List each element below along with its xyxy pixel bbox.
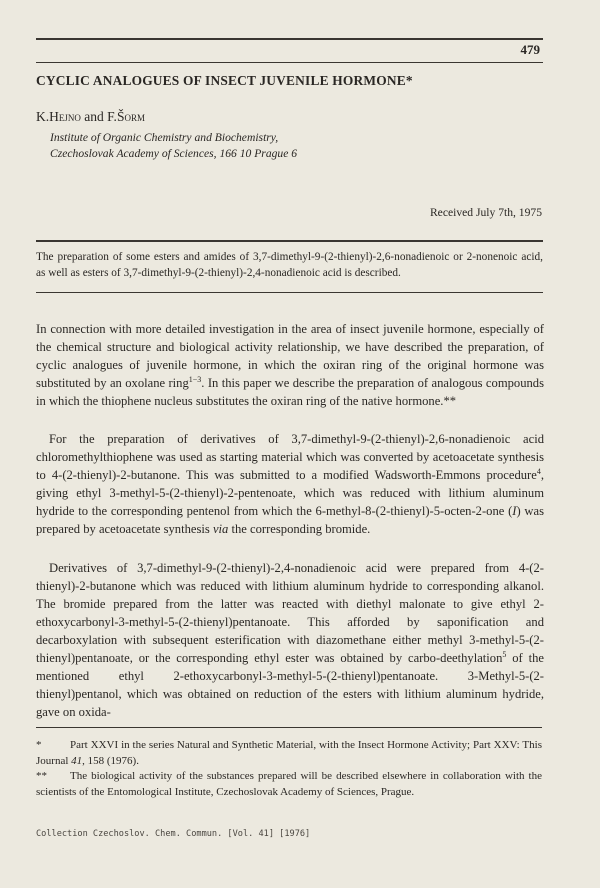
author-and: and: [80, 109, 108, 124]
p1-citation: 1−3: [188, 374, 202, 384]
p3-text-a: Derivatives of 3,7-dimethyl-9-(2-thienyl)-2,4-nonadienoic acid were prepared from 4-(2-thienyl)-2-butanone which was reduced with lithium aluminum hydride to corresponding alkanol. The bromide prepared from the latter was reacted with diethyl malonate to give ethyl 2-ethoxycarbonyl-3-methyl-5-(2-thienyl)pentanoate. This afforded by saponification and decarboxylation with subsequent esterification with diazomethane either methyl 3-methyl-5-(2-thienyl)pentanoate, or the corresponding ethyl ester was obtained by carbo-deethylation: [36, 561, 544, 666]
p2-text-a: For the preparation of derivatives of 3,7-dimethyl-9-(2-thienyl)-2,6-nonadienoic acid chloromethylthiophene was used as starting material which was converted by acetoacetate synthesis to 4-(2-thienyl)-2-butanone. This was submitted to a modified Wadsworth-Emmons procedure: [36, 432, 544, 483]
abstract-rule-bottom: [36, 292, 543, 293]
p1-text-a: In connection with more detailed investigation in the area of insect juvenile hormone, especially of the chemical structure and biological activity relationship, we have described the preparation, of cyclic analogues of juvenile hormone, in which the oxiran ring of the original hormone was substituted by an oxolane ring: [36, 322, 544, 391]
footnote-2: [36, 768, 542, 800]
author1-initial: K.: [36, 109, 50, 124]
p2-text-b: , giving ethyl 3-methyl-5-(2-thienyl)-2-pentenoate, which was reduced with lithium aluminum hydride to the corresponding pentenol from which the 6-methyl-8-(2-thienyl)-5-octen-2-one (: [36, 468, 544, 519]
footnote-1-text-b: , 158 (1976).: [82, 755, 139, 767]
p3-citation: 5: [502, 650, 507, 660]
p2-citation: 4: [536, 466, 541, 476]
affiliation-line1: Institute of Organic Chemistry and Biochemistry,: [50, 131, 279, 144]
body-paragraph-1: [36, 320, 544, 410]
footnote-1-volume: 41: [71, 755, 83, 767]
p2-via: via: [212, 522, 229, 537]
abstract-rule-top: [36, 240, 543, 242]
author1-name: Hejno: [49, 109, 81, 124]
received-date: Received July 7th, 1975: [429, 206, 542, 219]
p2-text-c: ) was prepared by acetoacetate synthesis: [36, 504, 544, 537]
p2-text-d: the corresponding bromide.: [228, 522, 371, 537]
footnote-rule: [36, 727, 542, 728]
p1-text-b: . In this paper we describe the preparation of analogous compounds in which the thiophene nucleus substitutes the oxiran ring of the native hormone.**: [36, 376, 544, 409]
p3-text-b: of the mentioned ethyl 2-ethoxycarbonyl-3-methyl-5-(2-thienyl)pentanoate. 3-Methyl-5-(2-thienyl)pentanol, which was obtained on reduction of the esters with lithium aluminum hydride, gave on oxida-: [36, 651, 544, 720]
authors: [36, 109, 145, 125]
footnote-1-text-a: Part XXVI in the series Natural and Synthetic Material, with the Insect Hormone Activity; Part XXV: This Journal: [36, 739, 542, 767]
body-paragraph-3: [36, 559, 544, 721]
affiliation: [50, 130, 297, 162]
p2-compound-ref: I: [512, 504, 517, 519]
affiliation-line2: Czechoslovak Academy of Sciences, 166 10 Prague 6: [50, 147, 298, 160]
header-rule-bottom: [36, 62, 543, 63]
article-title: CYCLIC ANALOGUES OF INSECT JUVENILE HORMONE*: [36, 73, 413, 88]
author2-name: Šorm: [116, 109, 145, 124]
footnote-1-mark: *: [36, 739, 42, 751]
body-paragraph-2: [36, 430, 544, 538]
journal-footer: Collection Czechoslov. Chem. Commun. [Vol. 41] [1976]: [36, 829, 311, 839]
author2-initial: F.: [107, 109, 117, 124]
footnote-2-text: The biological activity of the substances prepared will be described elsewhere in collaboration with the scientists of the Entomological Institute, Czechoslovak Academy of Sciences, Prague.: [36, 770, 542, 798]
page-number: 479: [520, 42, 540, 57]
header-rule-top: [36, 38, 543, 40]
abstract: The preparation of some esters and amides of 3,7-dimethyl-9-(2-thienyl)-2,6-nonadienoic or 2-nonenoic acid, as well as esters of 3,7-dimethyl-9-(2-thienyl)-2,4-nonadienoic acid is described.: [36, 251, 543, 279]
footnote-2-mark: **: [36, 770, 47, 782]
footnote-1: [36, 737, 542, 769]
